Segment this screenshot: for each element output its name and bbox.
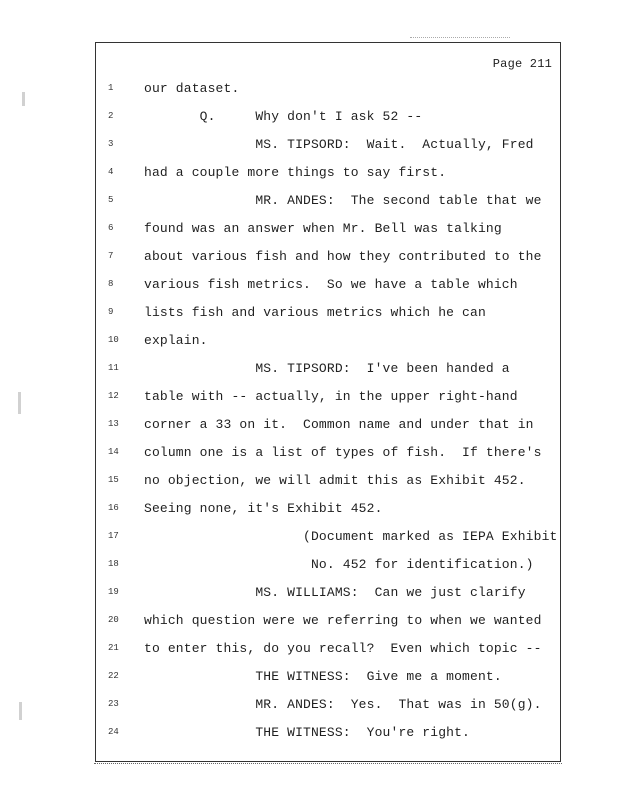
line-text: had a couple more things to say first. xyxy=(144,165,447,180)
line-number: 20 xyxy=(108,615,119,625)
transcript-line xyxy=(96,247,560,275)
line-text: MS. TIPSORD: I've been handed a xyxy=(144,361,510,376)
line-text: explain. xyxy=(144,333,208,348)
line-number: 10 xyxy=(108,335,119,345)
left-margin-mark-bottom xyxy=(19,702,22,720)
line-text: column one is a list of types of fish. If there's xyxy=(144,445,542,460)
line-text: (Document marked as IEPA Exhibit xyxy=(144,529,558,544)
line-number: 5 xyxy=(108,195,114,205)
page-number: Page 211 xyxy=(492,57,552,71)
line-number: 6 xyxy=(108,223,114,233)
line-number: 9 xyxy=(108,307,114,317)
transcript-line xyxy=(96,191,560,219)
line-text: Seeing none, it's Exhibit 452. xyxy=(144,501,383,516)
transcript-line xyxy=(96,471,560,499)
line-number: 12 xyxy=(108,391,119,401)
line-number: 24 xyxy=(108,727,119,737)
line-text: to enter this, do you recall? Even which topic -- xyxy=(144,641,542,656)
transcript-line xyxy=(96,275,560,303)
line-text: MR. ANDES: The second table that we xyxy=(144,193,542,208)
line-text: corner a 33 on it. Common name and under that in xyxy=(144,417,534,432)
line-number: 11 xyxy=(108,363,119,373)
line-text: no objection, we will admit this as Exhibit 452. xyxy=(144,473,526,488)
line-text: THE WITNESS: Give me a moment. xyxy=(144,669,502,684)
line-number: 15 xyxy=(108,475,119,485)
transcript-line xyxy=(96,359,560,387)
line-number: 3 xyxy=(108,139,114,149)
transcript-line xyxy=(96,79,560,107)
line-text: lists fish and various metrics which he can xyxy=(144,305,486,320)
line-text: MS. TIPSORD: Wait. Actually, Fred xyxy=(144,137,534,152)
line-text: about various fish and how they contributed to the xyxy=(144,249,542,264)
transcript-line xyxy=(96,387,560,415)
line-number: 1 xyxy=(108,83,114,93)
line-number: 16 xyxy=(108,503,119,513)
line-number: 18 xyxy=(108,559,119,569)
left-margin-mark-middle xyxy=(18,392,21,414)
line-number: 7 xyxy=(108,251,114,261)
line-text: our dataset. xyxy=(144,81,240,96)
line-text: No. 452 for identification.) xyxy=(144,557,534,572)
transcript-line xyxy=(96,135,560,163)
transcript-line xyxy=(96,555,560,583)
transcript-page xyxy=(95,42,561,762)
transcript-line xyxy=(96,107,560,135)
line-number: 13 xyxy=(108,419,119,429)
transcript-line xyxy=(96,639,560,667)
transcript-line xyxy=(96,415,560,443)
transcript-line xyxy=(96,695,560,723)
transcript-line xyxy=(96,527,560,555)
line-number: 19 xyxy=(108,587,119,597)
line-number: 8 xyxy=(108,279,114,289)
line-number: 2 xyxy=(108,111,114,121)
line-number: 14 xyxy=(108,447,119,457)
transcript-line xyxy=(96,163,560,191)
line-text: MR. ANDES: Yes. That was in 50(g). xyxy=(144,697,542,712)
transcript-line xyxy=(96,303,560,331)
left-margin-mark-top xyxy=(22,92,25,106)
transcript-line xyxy=(96,667,560,695)
transcript-line xyxy=(96,443,560,471)
transcript-line xyxy=(96,219,560,247)
line-text: Q. Why don't I ask 52 -- xyxy=(144,109,423,124)
line-number: 21 xyxy=(108,643,119,653)
line-text: table with -- actually, in the upper right-hand xyxy=(144,389,518,404)
line-number: 17 xyxy=(108,531,119,541)
line-number: 23 xyxy=(108,699,119,709)
line-text: various fish metrics. So we have a table which xyxy=(144,277,518,292)
line-text: MS. WILLIAMS: Can we just clarify xyxy=(144,585,526,600)
transcript-line xyxy=(96,331,560,359)
transcript-line xyxy=(96,611,560,639)
line-text: THE WITNESS: You're right. xyxy=(144,725,471,740)
transcript-line xyxy=(96,723,560,751)
transcript-line xyxy=(96,499,560,527)
line-text: which question were we referring to when we wanted xyxy=(144,613,542,628)
transcript-line xyxy=(96,583,560,611)
line-number: 22 xyxy=(108,671,119,681)
top-scan-artifact xyxy=(410,37,510,38)
line-number: 4 xyxy=(108,167,114,177)
line-text: found was an answer when Mr. Bell was talking xyxy=(144,221,502,236)
